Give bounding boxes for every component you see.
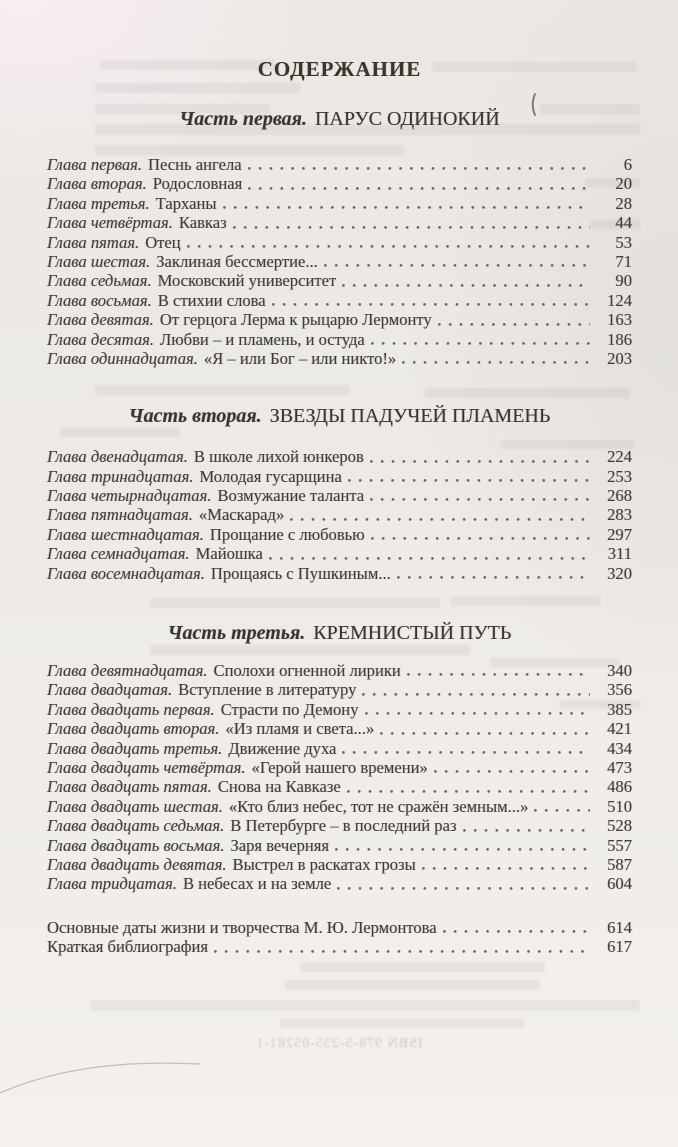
toc-entry bbox=[47, 564, 632, 583]
toc-entry bbox=[47, 700, 632, 719]
chapter-number-label: Глава пятнадцатая. bbox=[47, 505, 193, 525]
chapter-number-label: Глава двадцать шестая. bbox=[47, 796, 223, 816]
toc-entry bbox=[47, 544, 632, 563]
part-label: Часть вторая. bbox=[128, 405, 262, 428]
bleedthrough-isbn-text: ISBN 978-5-235-05281-1 bbox=[255, 1036, 423, 1051]
toc-entry bbox=[47, 525, 632, 544]
dot-leader bbox=[438, 310, 590, 329]
chapter-number-label: Глава пятая. bbox=[47, 232, 140, 252]
chapter-title: Кавказ bbox=[178, 213, 227, 233]
toc-entry bbox=[47, 330, 632, 349]
chapter-title: Молодая гусарщина bbox=[199, 466, 342, 486]
dot-leader bbox=[380, 719, 590, 738]
chapter-number-label: Глава двадцать четвёртая. bbox=[47, 757, 246, 777]
bleedthrough-ghost-line bbox=[280, 1018, 525, 1028]
dot-leader bbox=[463, 816, 590, 835]
part-label: Часть третья. bbox=[167, 622, 306, 645]
dot-leader bbox=[342, 739, 590, 758]
chapter-number-label: Глава двадцать первая. bbox=[47, 699, 215, 719]
dot-leader bbox=[272, 291, 590, 310]
chapter-number-label: Глава четырнадцатая. bbox=[47, 486, 212, 506]
chapter-title: Тарханы bbox=[155, 193, 217, 213]
chapter-number-label: Глава двадцать вторая. bbox=[47, 719, 220, 739]
dot-leader bbox=[342, 271, 590, 290]
page-number: 203 bbox=[607, 348, 632, 368]
toc-entry bbox=[47, 213, 632, 232]
dot-leader bbox=[443, 918, 590, 937]
page-number: 20 bbox=[615, 174, 632, 194]
page-number: 163 bbox=[607, 310, 632, 330]
page-number: 283 bbox=[607, 505, 632, 525]
chapter-number-label: Глава двадцать седьмая. bbox=[47, 816, 225, 836]
chapter-list-part-3 bbox=[47, 661, 632, 894]
part-name: ЗВЕЗДЫ ПАДУЧЕЙ ПЛАМЕНЬ bbox=[269, 405, 551, 428]
bleedthrough-ghost-line bbox=[300, 962, 545, 972]
chapter-title: В небесах и на земле bbox=[182, 874, 332, 894]
dot-leader bbox=[370, 486, 590, 505]
dot-leader bbox=[324, 252, 590, 271]
page-number: 557 bbox=[607, 835, 632, 855]
dot-leader bbox=[371, 330, 590, 349]
toc-entry bbox=[47, 310, 632, 329]
backmatter-list bbox=[47, 918, 632, 957]
toc-entry bbox=[47, 505, 632, 524]
toc-entry bbox=[47, 680, 632, 699]
chapter-number-label: Глава девятнадцатая. bbox=[47, 661, 208, 681]
dot-leader bbox=[370, 447, 590, 466]
chapter-title: Прощание с любовью bbox=[209, 524, 365, 544]
dot-leader bbox=[407, 661, 590, 680]
page-number: 473 bbox=[607, 757, 632, 777]
dot-leader bbox=[290, 505, 590, 524]
toc-entry bbox=[47, 777, 632, 796]
dot-leader bbox=[362, 680, 590, 699]
chapter-title: «Из пламя и света...» bbox=[225, 719, 375, 739]
chapter-title: Вступление в литературу bbox=[178, 680, 357, 700]
chapter-title: Любви – и пламень, и остуда bbox=[160, 329, 365, 349]
chapter-number-label: Глава третья. bbox=[47, 193, 150, 213]
page-number: 90 bbox=[615, 271, 632, 291]
chapter-title: В стихии слова bbox=[157, 290, 266, 310]
chapter-number-label: Глава одиннадцатая. bbox=[47, 348, 198, 368]
toc-entry bbox=[47, 349, 632, 368]
chapter-number-label: Глава семнадцатая. bbox=[47, 544, 190, 564]
bleedthrough-ghost-line bbox=[285, 980, 540, 990]
chapter-title: Страсти по Демону bbox=[220, 699, 359, 719]
page-number: 434 bbox=[607, 738, 632, 758]
chapter-title: «Маскарад» bbox=[198, 505, 285, 525]
dot-leader bbox=[402, 349, 590, 368]
dot-leader bbox=[248, 155, 590, 174]
page-number: 71 bbox=[615, 251, 632, 271]
toc-entry bbox=[47, 194, 632, 213]
chapter-number-label: Глава двадцатая. bbox=[47, 680, 173, 700]
toc-entry bbox=[47, 739, 632, 758]
page-number: 528 bbox=[607, 816, 632, 836]
chapter-title: В Петербурге – в последний раз bbox=[230, 816, 457, 836]
part-heading-2 bbox=[47, 405, 632, 427]
toc-content bbox=[47, 0, 632, 957]
chapter-number-label: Глава седьмая. bbox=[47, 271, 152, 291]
toc-entry bbox=[47, 874, 632, 893]
page-number: 340 bbox=[607, 661, 632, 681]
dot-leader bbox=[187, 233, 590, 252]
toc-entry bbox=[47, 758, 632, 777]
page-number: 320 bbox=[607, 563, 632, 583]
part-name: ПАРУС ОДИНОКИЙ bbox=[314, 108, 500, 130]
dot-leader bbox=[214, 937, 590, 956]
chapter-number-label: Глава двадцать третья. bbox=[47, 738, 223, 758]
page-curl-line bbox=[0, 1053, 210, 1101]
page-number: 311 bbox=[607, 544, 632, 564]
dot-leader bbox=[337, 874, 590, 893]
chapter-number-label: Глава девятая. bbox=[47, 310, 154, 330]
chapter-title: Выстрел в раскатах грозы bbox=[232, 854, 416, 874]
page-number: 421 bbox=[607, 719, 632, 739]
toc-entry bbox=[47, 486, 632, 505]
dot-leader bbox=[371, 525, 590, 544]
chapter-title: «Герой нашего времени» bbox=[251, 757, 428, 777]
chapter-title: Московский университет bbox=[157, 271, 337, 291]
page-number: 53 bbox=[615, 232, 632, 252]
toc-entry bbox=[47, 719, 632, 738]
chapter-number-label: Глава восемнадцатая. bbox=[47, 563, 205, 583]
page-number: 186 bbox=[607, 329, 632, 349]
part-name: КРЕМНИСТЫЙ ПУТЬ bbox=[313, 622, 512, 645]
page-number: 28 bbox=[615, 193, 632, 213]
chapter-number-label: Глава четвёртая. bbox=[47, 213, 173, 233]
part-heading-3 bbox=[47, 622, 632, 644]
dot-leader bbox=[269, 544, 590, 563]
chapter-title: Отец bbox=[145, 232, 181, 252]
page-number: 617 bbox=[607, 937, 632, 957]
dot-leader bbox=[347, 777, 590, 796]
page-number: 297 bbox=[607, 524, 632, 544]
chapter-number-label: Глава десятая. bbox=[47, 329, 154, 349]
chapter-number-label: Глава тридцатая. bbox=[47, 874, 177, 894]
chapter-title: Снова на Кавказе bbox=[217, 777, 341, 797]
chapter-title: Сполохи огненной лирики bbox=[213, 661, 401, 681]
page-number: 253 bbox=[607, 466, 632, 486]
part-heading-1 bbox=[47, 108, 632, 130]
chapter-title: В школе лихой юнкеров bbox=[193, 447, 364, 467]
toc-entry bbox=[47, 797, 632, 816]
chapter-title: От герцога Лерма к рыцарю Лермонту bbox=[159, 310, 432, 330]
chapter-number-label: Глава шестая. bbox=[47, 251, 151, 271]
dot-leader bbox=[248, 174, 590, 193]
chapter-title: Заклиная бессмертие... bbox=[156, 251, 318, 271]
page-number: 356 bbox=[607, 680, 632, 700]
page-number: 124 bbox=[607, 290, 632, 310]
chapter-title: Песнь ангела bbox=[148, 155, 242, 174]
toc-entry bbox=[47, 291, 632, 310]
toc-entry bbox=[47, 155, 632, 174]
chapter-number-label: Глава шестнадцатая. bbox=[47, 524, 204, 544]
dot-leader bbox=[397, 564, 590, 583]
chapter-title: «Я – или Бог – или никто!» bbox=[203, 348, 397, 368]
chapter-title: Прощаясь с Пушкиным... bbox=[210, 563, 391, 583]
page-number: 224 bbox=[607, 447, 632, 467]
part-label: Часть первая. bbox=[179, 108, 307, 130]
toc-entry bbox=[47, 447, 632, 466]
toc-entry bbox=[47, 252, 632, 271]
toc-entry bbox=[47, 271, 632, 290]
toc-entry bbox=[47, 661, 632, 680]
page-number: 6 bbox=[623, 155, 632, 174]
dot-leader bbox=[233, 213, 590, 232]
chapter-title: Майошка bbox=[195, 544, 263, 564]
chapter-title: Возмужание таланта bbox=[217, 486, 365, 506]
dot-leader bbox=[365, 700, 591, 719]
chapter-number-label: Глава первая. bbox=[47, 155, 143, 174]
chapter-number-label: Глава двадцать девятая. bbox=[47, 854, 227, 874]
toc-entry bbox=[47, 233, 632, 252]
toc-entry bbox=[47, 816, 632, 835]
chapter-number-label: Глава вторая. bbox=[47, 174, 147, 194]
page-number: 268 bbox=[607, 486, 632, 506]
dot-leader bbox=[335, 836, 590, 855]
toc-entry bbox=[47, 918, 632, 937]
chapter-number-label: Глава двенадцатая. bbox=[47, 447, 188, 467]
dot-leader bbox=[422, 855, 590, 874]
toc-title: СОДЕРЖАНИЕ bbox=[257, 57, 422, 81]
chapter-title: Родословная bbox=[152, 174, 243, 194]
chapter-list-part-2 bbox=[47, 447, 632, 583]
chapter-number-label: Глава двадцать восьмая. bbox=[47, 835, 225, 855]
page-number: 614 bbox=[607, 917, 632, 937]
page-number: 510 bbox=[607, 796, 632, 816]
toc-entry bbox=[47, 937, 632, 956]
chapter-number-label: Глава восьмая. bbox=[47, 290, 152, 310]
chapter-number-label: Глава двадцать пятая. bbox=[47, 777, 212, 797]
page-number: 486 bbox=[607, 777, 632, 797]
page-number: 385 bbox=[607, 699, 632, 719]
toc-entry bbox=[47, 855, 632, 874]
dot-leader bbox=[348, 467, 590, 486]
chapter-title: «Кто близ небес, тот не сражён земным...» bbox=[228, 796, 529, 816]
toc-entry bbox=[47, 836, 632, 855]
chapter-title: Заря вечерняя bbox=[230, 835, 330, 855]
dot-leader bbox=[223, 194, 590, 213]
page-number: 587 bbox=[607, 854, 632, 874]
backmatter-title: Основные даты жизни и творчества М. Ю. Лермонтова bbox=[47, 917, 437, 937]
toc-entry bbox=[47, 174, 632, 193]
toc-entry bbox=[47, 467, 632, 486]
chapter-list-part-1 bbox=[47, 155, 632, 368]
backmatter-title: Краткая библиография bbox=[47, 937, 209, 957]
dot-leader bbox=[434, 758, 590, 777]
chapter-title: Движение духа bbox=[228, 738, 337, 758]
chapter-number-label: Глава тринадцатая. bbox=[47, 466, 194, 486]
bleedthrough-ghost-line bbox=[90, 1000, 640, 1011]
dot-leader bbox=[534, 797, 590, 816]
page-number: 44 bbox=[615, 213, 632, 233]
page-number: 604 bbox=[607, 874, 632, 894]
